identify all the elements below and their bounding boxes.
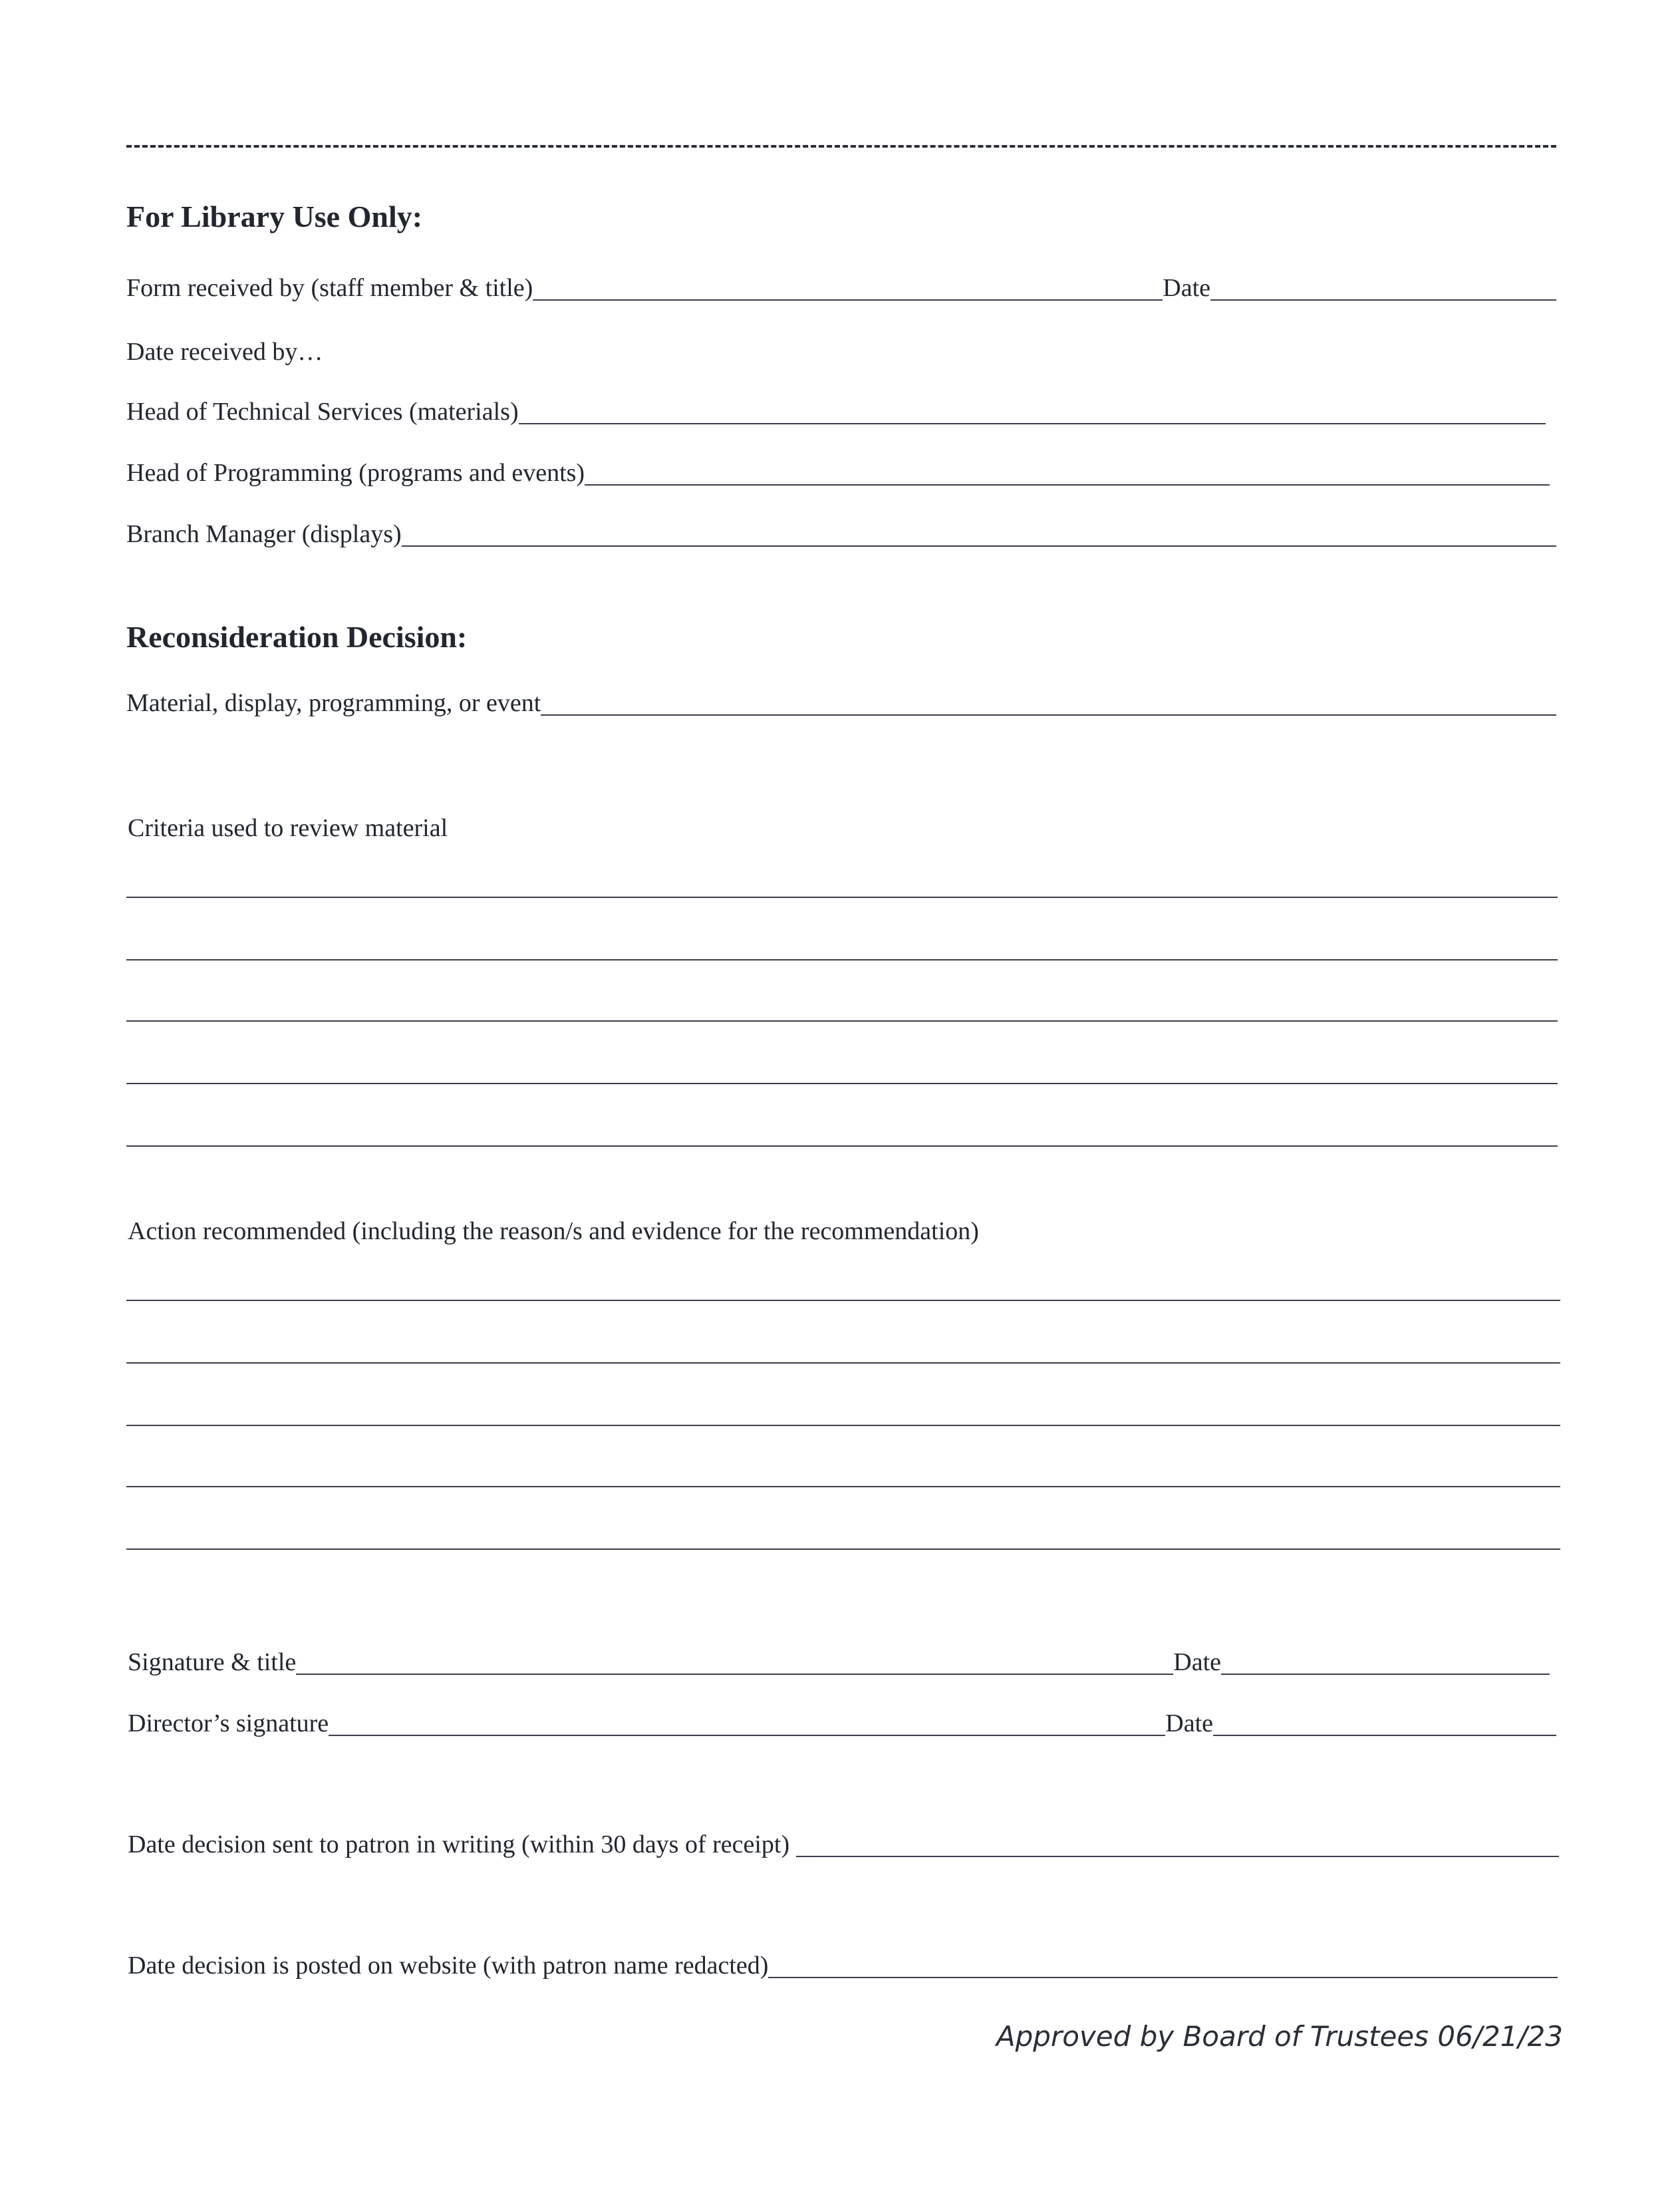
library-use-heading: For Library Use Only: <box>126 200 423 233</box>
signature-row <box>128 1646 1550 1679</box>
decision-posted-row <box>128 1949 1558 1982</box>
material-label: Material, display, programming, or event <box>126 689 541 717</box>
decision-sent-label: Date decision sent to patron in writing (within 30 days of receipt) <box>128 1831 790 1858</box>
action-line[interactable] <box>126 1548 1560 1550</box>
criteria-label: Criteria used to review material <box>128 814 448 842</box>
criteria-line[interactable] <box>126 1083 1558 1084</box>
form-received-field[interactable] <box>533 299 1163 301</box>
criteria-line[interactable] <box>126 959 1558 960</box>
signature-date-field[interactable] <box>1221 1674 1550 1675</box>
action-line[interactable] <box>126 1300 1560 1301</box>
approval-note: Approved by Board of Trustees 06/21/23 <box>996 2020 1563 2053</box>
technical-services-label: Head of Technical Services (materials) <box>126 398 519 426</box>
director-signature-field[interactable] <box>329 1735 1165 1736</box>
criteria-line[interactable] <box>126 1145 1558 1147</box>
date-received-by-label: Date received by… <box>126 338 323 366</box>
signature-label: Signature & title <box>128 1648 297 1676</box>
dashed-separator <box>126 145 1556 148</box>
decision-sent-field[interactable] <box>796 1856 1559 1857</box>
signature-date-label: Date <box>1173 1648 1221 1676</box>
action-line[interactable] <box>126 1362 1560 1364</box>
form-received-row <box>126 271 1556 305</box>
criteria-line[interactable] <box>126 1020 1558 1022</box>
action-line[interactable] <box>126 1425 1560 1426</box>
programming-label: Head of Programming (programs and events) <box>126 459 585 487</box>
branch-manager-field[interactable] <box>402 545 1556 547</box>
action-label: Action recommended (including the reason/s and evidence for the recommendation) <box>128 1217 979 1245</box>
decision-sent-row <box>128 1828 1559 1861</box>
branch-manager-row <box>126 517 1556 551</box>
director-label: Director’s signature <box>128 1709 329 1737</box>
branch-manager-label: Branch Manager (displays) <box>126 520 402 548</box>
director-row <box>128 1707 1556 1740</box>
decision-posted-field[interactable] <box>768 1977 1558 1978</box>
signature-field[interactable] <box>296 1674 1173 1675</box>
director-date-label: Date <box>1165 1709 1213 1737</box>
programming-field[interactable] <box>585 484 1550 486</box>
action-line[interactable] <box>126 1486 1560 1487</box>
director-date-field[interactable] <box>1213 1735 1556 1736</box>
decision-heading: Reconsideration Decision: <box>126 620 468 654</box>
decision-posted-label: Date decision is posted on website (with patron name redacted) <box>128 1952 769 1979</box>
technical-services-row <box>126 395 1546 428</box>
programming-row <box>126 456 1550 490</box>
form-received-label: Form received by (staff member & title) <box>126 274 533 302</box>
technical-services-field[interactable] <box>519 423 1546 424</box>
material-row <box>126 686 1556 720</box>
form-received-date-label: Date <box>1163 274 1210 302</box>
criteria-line[interactable] <box>126 897 1558 898</box>
form-received-date-field[interactable] <box>1210 299 1556 301</box>
material-field[interactable] <box>541 714 1556 716</box>
